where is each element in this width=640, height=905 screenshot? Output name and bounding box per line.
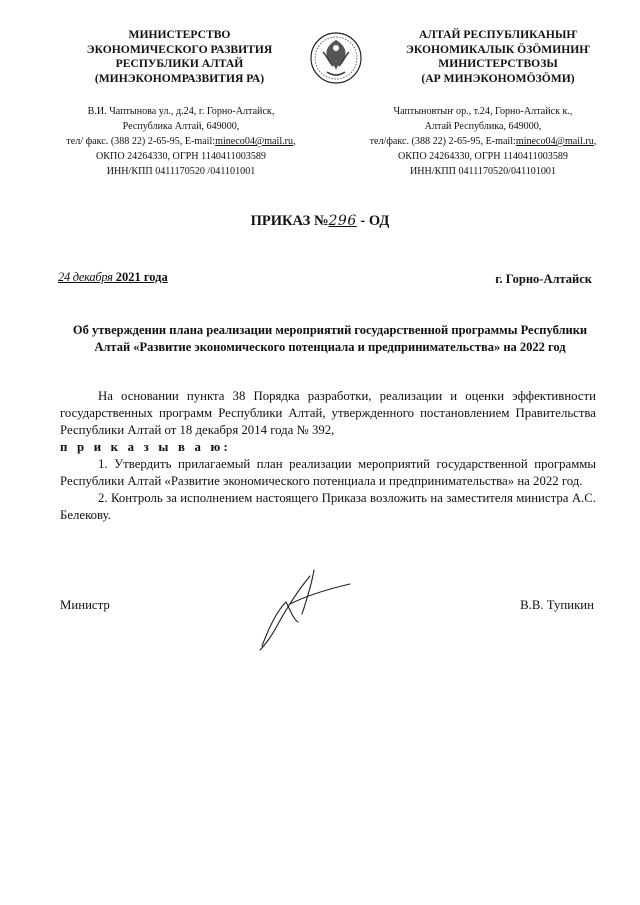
separator: , [293, 136, 296, 147]
ministry-name-russian [52, 28, 307, 86]
order-title [0, 213, 640, 230]
header-right-line: ЭКОНОМИКАЛЫК ӦЗӦМИНИҤ [406, 42, 590, 56]
header-left-line: МИНИСТЕРСТВО [128, 28, 231, 41]
address-block-altai [338, 104, 628, 179]
order-date [58, 270, 168, 285]
header-right-line: (АР МИНЭКОНОМӦЗӦМИ) [421, 71, 575, 85]
header-left-line: (МИНЭКОНОМРАЗВИТИЯ РА) [94, 71, 265, 85]
address-line: В.И. Чаптынова ул., д.24, г. Горно-Алтайск, [87, 106, 275, 117]
signatory-title: Министр [60, 598, 110, 612]
inn-line: ИНН/КПП 0411170520 /041101001 [106, 166, 256, 177]
address-line: Чаптыновтыҥ ор., т.24, Горно-Алтайск к., [393, 106, 573, 117]
handwritten-signature [250, 566, 360, 656]
header-left-line: ЭКОНОМИЧЕСКОГО РАЗВИТИЯ [86, 42, 273, 56]
order-directive: п р и к а з ы в а ю: [60, 440, 231, 454]
order-number: 296 [328, 213, 357, 229]
city: г. Горно-Алтайск [495, 272, 592, 286]
phone-fax-label: тел/факс. (388 22) 2-65-95, E-mail: [369, 136, 516, 147]
address-line: Республика Алтай, 649000, [122, 121, 240, 132]
address-block-russian [22, 104, 340, 179]
separator: , [593, 136, 597, 147]
basis-paragraph: На основании пункта 38 Порядка разработки, реализации и оценки эффективности государственных программ Республики Алтай, утвержденного постановлением Правительства Республики Алтай от 18 декабря 2014 года № 392, [60, 389, 596, 437]
okpo-line: ОКПО 24264330, ОГРН 1140411003589 [398, 151, 568, 162]
order-prefix: ПРИКАЗ № [250, 213, 329, 229]
date-year: 2021 года [112, 270, 168, 284]
order-suffix: - ОД [356, 213, 390, 229]
email-link[interactable]: mineco04@mail.ru [515, 136, 594, 147]
contact-line [338, 134, 628, 149]
coat-of-arms-emblem [309, 26, 363, 90]
header-right-line: АЛТАЙ РЕСПУБЛИКАНЫҤ [418, 28, 578, 41]
order-subject: Об утверждении плана реализации мероприятий государственной программы Республики Алтай «Развитие экономического потенциала и предпринимательства» на 2022 год [72, 323, 588, 354]
okpo-line: ОКПО 24264330, ОГРН 1140411003589 [96, 151, 266, 162]
order-item-2: 2. Контроль за исполнением настоящего Приказа возложить на заместителя министра А.С. Белекову. [60, 491, 596, 522]
handwritten-date: 24 декабря [58, 270, 113, 284]
email-link[interactable]: mineco04@mail.ru [215, 136, 294, 147]
header-right-line: МИНИСТЕРСТВОЗЫ [438, 57, 558, 70]
signatory-name: В.В. Тупикин [520, 598, 594, 612]
inn-line: ИНН/КПП 0411170520/041101001 [409, 166, 557, 177]
contact-line [22, 134, 340, 149]
order-body [60, 388, 596, 524]
phone-fax-label: тел/ факс. (388 22) 2-65-95, E-mail: [66, 136, 216, 147]
order-item-1: 1. Утвердить прилагаемый план реализации мероприятий государственной программы Республики Алтай «Развитие экономического потенциала и предпринимательства» на 2022 год. [60, 457, 596, 488]
ministry-name-altai [372, 28, 624, 86]
header-left-line: РЕСПУБЛИКИ АЛТАЙ [115, 57, 244, 70]
address-line: Алтай Республика, 649000, [424, 121, 542, 132]
